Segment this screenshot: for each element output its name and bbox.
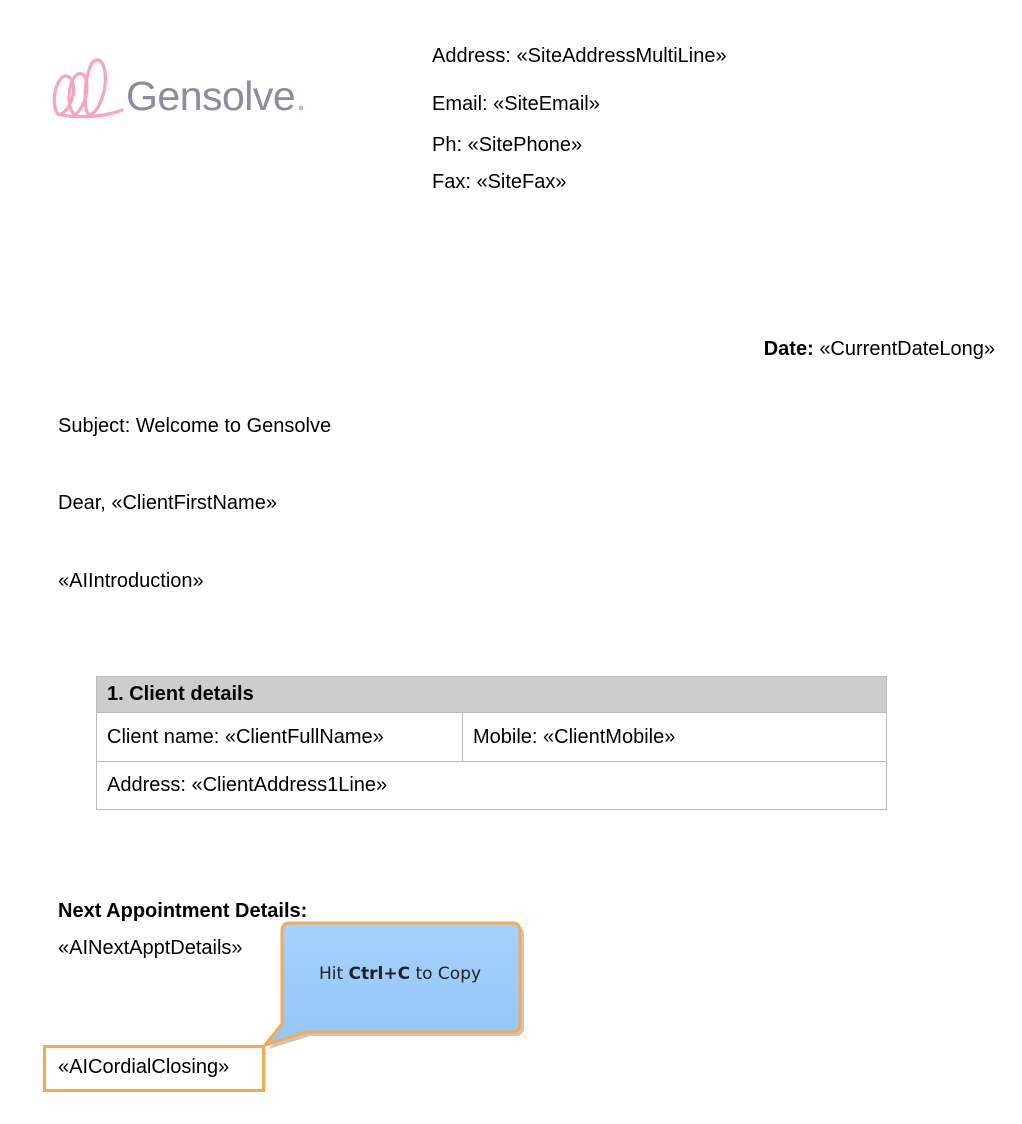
next-appointment-heading: Next Appointment Details: [58,900,308,922]
gensolve-loops-logo-icon [52,52,128,122]
introduction-field: «AIIntroduction» [58,570,204,592]
site-fax: Fax: «SiteFax» [432,171,567,193]
table-row [97,762,887,810]
date-label: Date: [763,338,814,360]
tooltip-callout-shape [262,920,530,1050]
table-row [97,713,887,762]
gensolve-wordmark: Gensolve. [126,73,307,119]
copy-tooltip [262,920,530,1050]
gensolve-logo [52,52,312,124]
cordial-closing-field[interactable]: «AICordialClosing» [58,1056,230,1078]
client-details-table [96,676,887,810]
next-appointment-details: «AINextApptDetails» [58,937,243,959]
greeting-line: Dear, «ClientFirstName» [58,492,277,514]
tooltip-message: Hit Ctrl+C to Copy [318,964,482,984]
table-header-row [97,677,887,713]
site-phone: Ph: «SitePhone» [432,134,583,156]
date-line [764,337,995,361]
date-value: «CurrentDateLong» [819,338,995,360]
client-name-cell: Client name: «ClientFullName» [97,713,463,762]
wordmark-dot: . [295,73,307,119]
client-details-heading: 1. Client details [97,677,887,713]
subject-line: Subject: Welcome to Gensolve [58,415,332,437]
site-email: Email: «SiteEmail» [432,93,600,115]
client-mobile-cell: Mobile: «ClientMobile» [463,713,887,762]
site-address: Address: «SiteAddressMultiLine» [432,45,727,67]
tooltip-shortcut: Ctrl+C [348,964,411,984]
client-address-cell: Address: «ClientAddress1Line» [97,762,887,810]
